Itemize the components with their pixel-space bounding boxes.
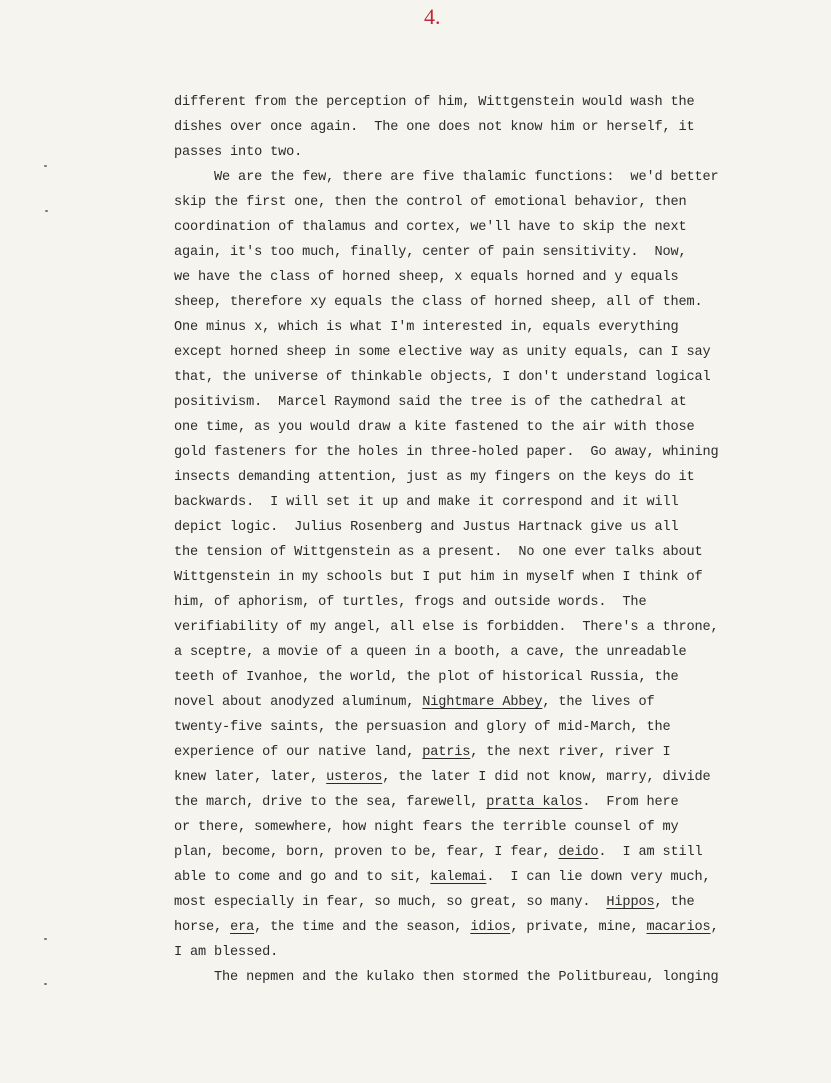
text-run: again, it's too much, finally, center of pain sensitivity. Now,: [174, 245, 687, 260]
text-line: [174, 165, 774, 190]
text-line: [174, 265, 774, 290]
text-run: teeth of Ivanhoe, the world, the plot of historical Russia, the: [174, 670, 679, 685]
text-line: [174, 415, 774, 440]
text-line: [174, 365, 774, 390]
text-run: depict logic. Julius Rosenberg and Justus Hartnack give us all: [174, 520, 679, 535]
text-line: [174, 215, 774, 240]
text-line: [174, 715, 774, 740]
margin-mark: [44, 165, 47, 167]
text-line: [174, 690, 774, 715]
typed-text-body: [174, 90, 774, 990]
underlined-term: usteros: [326, 770, 383, 785]
text-run: that, the universe of thinkable objects, I don't understand logical: [174, 370, 711, 385]
text-run: ,: [710, 920, 719, 935]
text-run: , private, mine,: [510, 920, 647, 935]
text-run: or there, somewhere, how night fears the terrible counsel of my: [174, 820, 679, 835]
underlined-term: Hippos: [606, 895, 655, 910]
text-line: [174, 465, 774, 490]
text-run: , the next river, river I: [470, 745, 671, 760]
text-line: [174, 615, 774, 640]
underlined-term: Nightmare Abbey: [422, 695, 543, 710]
text-run: , the time and the season,: [254, 920, 471, 935]
text-line: [174, 340, 774, 365]
text-run: the march, drive to the sea, farewell,: [174, 795, 487, 810]
text-line: [174, 240, 774, 265]
text-run: horse,: [174, 920, 231, 935]
underlined-term: pratta kalos: [486, 795, 583, 810]
page-number: 4.: [424, 4, 441, 29]
text-run: passes into two.: [174, 145, 303, 160]
text-line: [174, 565, 774, 590]
text-line: [174, 965, 774, 990]
text-run: , the later I did not know, marry, divide: [382, 770, 711, 785]
margin-mark: [44, 938, 47, 940]
text-line: [174, 290, 774, 315]
text-run: experience of our native land,: [174, 745, 423, 760]
text-run: we have the class of horned sheep, x equals horned and y equals: [174, 270, 679, 285]
text-line: [174, 540, 774, 565]
text-line: [174, 840, 774, 865]
text-line: [174, 440, 774, 465]
underlined-term: macarios: [646, 920, 711, 935]
text-run: different from the perception of him, Wittgenstein would wash the: [174, 95, 695, 110]
text-run: coordination of thalamus and cortex, we'll have to skip the next: [174, 220, 687, 235]
margin-mark: [44, 983, 47, 985]
text-run: positivism. Marcel Raymond said the tree is of the cathedral at: [174, 395, 687, 410]
text-line: [174, 315, 774, 340]
underlined-term: patris: [422, 745, 471, 760]
text-line: [174, 490, 774, 515]
text-run: skip the first one, then the control of emotional behavior, then: [174, 195, 687, 210]
text-line: [174, 390, 774, 415]
text-run: Wittgenstein in my schools but I put him in myself when I think of: [174, 570, 703, 585]
text-run: gold fasteners for the holes in three-holed paper. Go away, whining: [174, 445, 719, 460]
underlined-term: idios: [470, 920, 511, 935]
text-run: insects demanding attention, just as my fingers on the keys do it: [174, 470, 695, 485]
underlined-term: era: [230, 920, 255, 935]
text-run: knew later, later,: [174, 770, 327, 785]
text-run: verifiability of my angel, all else is forbidden. There's a throne,: [174, 620, 719, 635]
text-run: backwards. I will set it up and make it correspond and it will: [174, 495, 679, 510]
text-run: , the lives of: [542, 695, 655, 710]
text-line: [174, 890, 774, 915]
text-line: [174, 915, 774, 940]
text-line: [174, 765, 774, 790]
underlined-term: deido: [558, 845, 599, 860]
underlined-term: kalemai: [430, 870, 487, 885]
text-run: twenty-five saints, the persuasion and glory of mid-March, the: [174, 720, 671, 735]
text-line: [174, 790, 774, 815]
text-run: . I am still: [598, 845, 703, 860]
text-run: . From here: [582, 795, 679, 810]
text-line: [174, 515, 774, 540]
text-run: most especially in fear, so much, so great, so many.: [174, 895, 607, 910]
text-line: [174, 940, 774, 965]
text-line: [174, 590, 774, 615]
text-line: [174, 640, 774, 665]
text-line: [174, 740, 774, 765]
text-run: I am blessed.: [174, 945, 279, 960]
text-line: [174, 115, 774, 140]
text-line: [174, 190, 774, 215]
text-run: , the: [654, 895, 695, 910]
text-run: able to come and go and to sit,: [174, 870, 431, 885]
text-run: him, of aphorism, of turtles, frogs and outside words. The: [174, 595, 647, 610]
text-run: We are the few, there are five thalamic functions: we'd better: [174, 170, 719, 185]
text-run: one time, as you would draw a kite fastened to the air with those: [174, 420, 695, 435]
text-run: The nepmen and the kulako then stormed the Politbureau, longing: [174, 970, 719, 985]
text-run: a sceptre, a movie of a queen in a booth, a cave, the unreadable: [174, 645, 687, 660]
text-run: the tension of Wittgenstein as a present. No one ever talks about: [174, 545, 703, 560]
text-run: novel about anodyzed aluminum,: [174, 695, 423, 710]
text-run: sheep, therefore xy equals the class of horned sheep, all of them.: [174, 295, 703, 310]
text-run: plan, become, born, proven to be, fear, I fear,: [174, 845, 559, 860]
text-line: [174, 140, 774, 165]
text-line: [174, 865, 774, 890]
text-run: except horned sheep in some elective way as unity equals, can I say: [174, 345, 711, 360]
text-line: [174, 90, 774, 115]
text-line: [174, 665, 774, 690]
margin-mark: [45, 210, 48, 212]
text-run: . I can lie down very much,: [486, 870, 711, 885]
text-line: [174, 815, 774, 840]
text-run: dishes over once again. The one does not know him or herself, it: [174, 120, 695, 135]
text-run: One minus x, which is what I'm interested in, equals everything: [174, 320, 679, 335]
